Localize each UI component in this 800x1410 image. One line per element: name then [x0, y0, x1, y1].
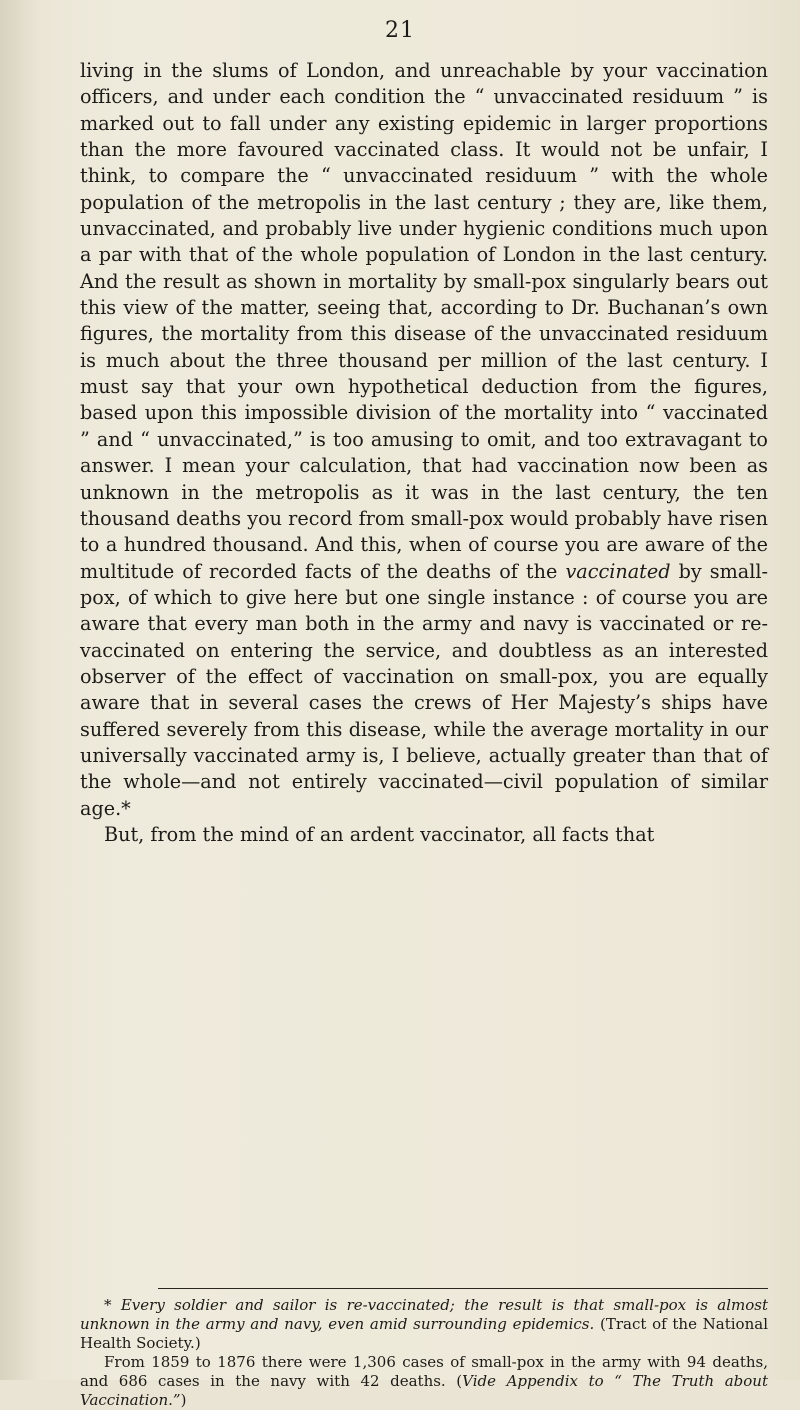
text-run: living in the slums of London, and unreachable by your vaccination officers, and under each condition the “ unvaccinated residuum ” is marked out to fall under any existing epidemic in larger proportions than the more favoured vaccinated class. It would not be unfair, I think, to compare the “ unvaccinated residuum ” with the whole population of the metropolis in the last century ; they are, like them, unvaccinated, and probably live under hygienic conditions much upon a par with that of the whole population of London in the last century. And the result as shown in mortality by small-pox singularly bears out this view of the matter, seeing that, according to Dr. Buchanan’s own figures, the mortality from this disease of the unvaccinated residuum is much about the three thousand per million of the last century. I must say that your own hypothetical deduction from the figures, based upon this impossible division of the mortality into “ vaccinated ” and “ unvaccinated,” is too amusing to omit, and too extravagant to answer. I mean your calculation, that had vaccination now been as unknown in the metropolis as it was in the last century, the ten thousand deaths you record from small-pox would probably have risen to a hundred thousand. And this, when of course you are aware of the multitude of recorded facts of the deaths of the — [80, 59, 768, 583]
text-run: ) — [180, 1391, 187, 1409]
footnote-line — [80, 1353, 768, 1410]
text-run: (Tract of the National Health Society.) — [80, 1315, 768, 1352]
page-number: 21 — [385, 18, 415, 43]
paragraph: But, from the mind of an ardent vaccinator, all facts that — [104, 822, 655, 846]
footnote-line — [80, 1296, 768, 1353]
italic-text: Every soldier and sailor is re-vaccinated; the result is that small-pox is almost unknown in the army and navy, even amid surrounding epidemics. — [80, 1296, 768, 1333]
italic-text: Vide Appendix to “ The Truth about Vaccination.” — [80, 1372, 768, 1409]
text-run: by small-pox, of which to give here but one single instance : of course you are aware that every man both in the army and navy is vaccinated or re-vaccinated on entering the service, and doubtless as an interested observer of the effect of vaccination on small-pox, you are equally aware that in several cases the crews of Her Majesty’s ships have suffered severely from this disease, while the average mortality in our universally vaccinated army is, I believe, actually greater than that of the whole—and not entirely vaccinated—civil population of similar age.* — [80, 559, 768, 820]
body-text — [80, 58, 768, 848]
italic-text: vaccinated — [565, 559, 671, 583]
text-run: * — [104, 1296, 121, 1314]
paragraph — [80, 58, 768, 822]
footnote — [80, 1296, 768, 1410]
text-run: From 1859 to 1876 there were 1,306 cases of small-pox in the army with 94 deaths, and 686 cases in the navy with 42 deaths. ( — [80, 1353, 768, 1390]
footnote-divider — [158, 1288, 768, 1289]
